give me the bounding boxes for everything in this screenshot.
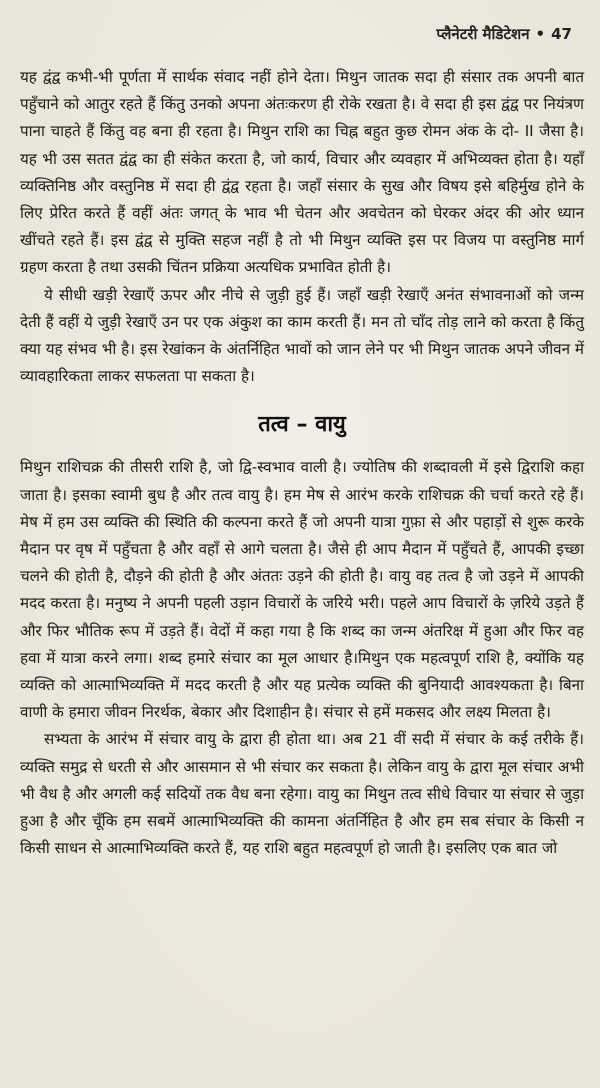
paragraph-1: यह द्वंद्व कभी-भी पूर्णता में सार्थक संवाद नहीं होने देता। मिथुन जातक सदा ही संसार तक अपनी बात पहुँचाने को आतुर रहते हैं किंतु उनको अपना अंतःकरण ही रोके रखता है। वे सदा ही इस द्वंद्व पर नियंत्रण पाना चाहते हैं किंतु वह बना ही रहता है। मिथुन राशि का चिह्न बहुत कुछ रोमन अंक के दो- II जैसा है। यह भी उस सतत द्वंद्व का ही संकेत करता है, जो कार्य, विचार और व्यवहार में अभिव्यक्त होता है। यहाँ व्यक्तिनिष्ठ और वस्तुनिष्ठ में सदा ही द्वंद्व रहता है। जहाँ संसार के सुख और विषय इसे बहिर्मुख होने के लिए प्रेरित करते हैं वहीं अंतः जगत् के भाव भी चेतन और अवचेतन को घेरकर अंदर की ओर ध्यान खींचते रहते हैं। इस द्वंद्व से मुक्ति सहज नहीं है तो भी मिथुन व्यक्ति इस पर विजय पा वस्तुनिष्ठ मार्ग ग्रहण करता है तथा उसकी चिंतन प्रक्रिया अत्यधिक प्रभावित होती है। — [20, 68, 584, 277]
header-separator: • — [535, 25, 546, 43]
page-body — [20, 64, 584, 862]
section-heading: तत्व – वायु — [258, 412, 346, 438]
paragraph-4: सभ्यता के आरंभ में संचार वायु के द्वारा ही होता था। अब 21 वीं सदी में संचार के कई तरीके हैं। व्यक्ति समुद्र से धरती से और आसमान से भी संचार कर सकता है। लेकिन वायु के द्वारा मूल संचार अभी भी वैध है और अगली कई सदियों तक वैध बना रहेगा। वायु का मिथुन तत्व सीधे विचार या संचार से जुड़ा हुआ है और चूँकि हम सबमें आत्माभिव्यक्ति की कामना अंतर्निहित है और हम सब संचार के किसी न किसी साधन से आत्माभिव्यक्ति करते हैं, यह राशि बहुत महत्वपूर्ण हो जाती है। इसलिए एक बात जो — [20, 730, 584, 858]
paragraph-2: ये सीधी खड़ी रेखाएँ ऊपर और नीचे से जुड़ी हुई हैं। जहाँ खड़ी रेखाएँ अनंत संभावनाओं को जन्म देती हैं वहीं ये जुड़ी रेखाएँ उन पर एक अंकुश का काम करती हैं। मन तो चाँद तोड़ लाने को करता है किंतु क्या यह संभव भी है। इस रेखांकन के अंतर्निहित भावों को जान लेने पर भी मिथुन जातक अपने जीवन में व्यावहारिकता लाकर सफलता पा सकता है। — [20, 285, 584, 386]
paragraph-3: मिथुन राशिचक्र की तीसरी राशि है, जो द्वि-स्वभाव वाली है। ज्योतिष की शब्दावली में इसे द्विराशि कहा जाता है। इसका स्वामी बुध है और तत्व वायु है। हम मेष से आरंभ करके राशिचक्र की चर्चा करते रहे हैं। मेष में हम उस व्यक्ति की स्थिति की कल्पना करते हैं जो अपनी यात्रा गुफ़ा से और पहाड़ों से शुरू करके मैदान पर वृष में पहुँचता है और वहाँ से आगे चलता है। जैसे ही आप मैदान में पहुँचते हैं, आपकी इच्छा चलने की होती है, दौड़ने की होती है और अंततः उड़ने की होती है। वायु वह तत्व है जो उड़ने में आपकी मदद करता है। मनुष्य ने अपनी पहली उड़ान विचारों के जरिये भरी। पहले आप विचारों के ज़रिये उड़ते हैं और फिर भौतिक रूप में उड़ते हैं। वेदों में कहा गया है कि शब्द का जन्म अंतरिक्ष में हुआ और फिर वह हवा में यात्रा करने लगा। शब्द हमारे संचार का मूल आधार है।मिथुन एक महत्वपूर्ण राशि है, क्योंकि यह व्यक्ति को आत्माभिव्यक्ति में मदद करती है और यह प्रत्येक व्यक्ति की बुनियादी आवश्यकता है। बिना वाणी के हमारा जीवन निरर्थक, बेकार और दिशाहीन है। संचार से हमें मकसद और लक्ष्य मिलता है। — [20, 458, 584, 722]
page-header — [436, 24, 572, 44]
page-number: 47 — [551, 25, 572, 43]
running-title: प्लैनेटरी मैडिटेशन — [436, 25, 530, 43]
